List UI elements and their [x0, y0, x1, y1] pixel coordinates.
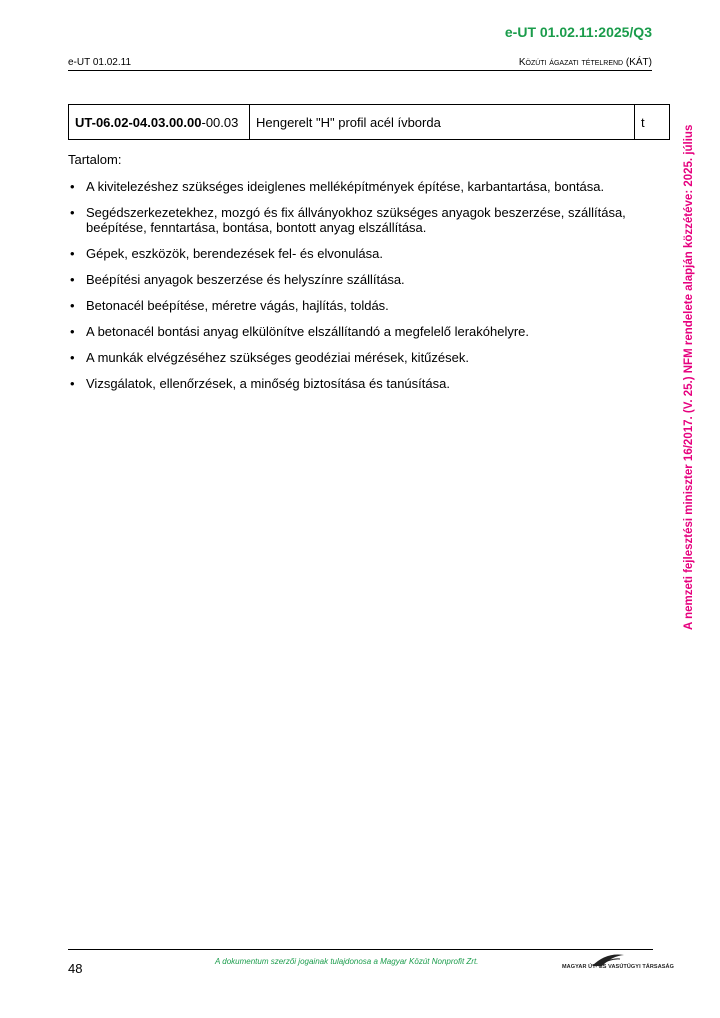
list-item: • A kivitelezéshez szükséges ideiglenes melléképítmények építése, karbantartása, bontása. [68, 179, 658, 194]
header-left: e-UT 01.02.11 [68, 57, 132, 68]
list-item: • Gépek, eszközök, berendezések fel- és elvonulása. [68, 246, 658, 261]
page-number: 48 [68, 961, 83, 976]
publication-side-note: A nemzeti fejlesztési miniszter 16/2017. (V. 25.) NFM rendelete alapján közzétéve: 2025. július [683, 124, 695, 630]
company-logo-text: MAGYAR ÚT- ÉS VASÚTÜGYI TÁRSASÁG [562, 964, 674, 970]
content-section [68, 152, 658, 402]
item-code-suffix: -00.03 [201, 114, 239, 130]
table-row [69, 105, 670, 140]
list-item: • Beépítési anyagok beszerzése és helyszínre szállítása. [68, 272, 658, 287]
item-code-main: UT-06.02-04.03.00.00 [75, 114, 202, 130]
list-item: • Betonacél beépítése, méretre vágás, hajlítás, toldás. [68, 298, 658, 313]
list-item: • A betonacél bontási anyag elkülönítve elszállítandó a megfelelő lerakóhelyre. [68, 324, 658, 339]
item-table [68, 104, 670, 140]
item-description: Hengerelt "H" profil acél ívborda [250, 105, 635, 140]
list-item: • A munkák elvégzéséhez szükséges geodéziai mérések, kitűzések. [68, 350, 658, 365]
item-unit: t [635, 105, 670, 140]
header-right: Közúti ágazati tételrend (KÁT) [518, 57, 652, 68]
content-bullet-list [68, 179, 658, 391]
content-heading: Tartalom: [68, 152, 122, 167]
copyright-notice: A dokumentum szerzői jogainak tulajdonosa a Magyar Közút Nonprofit Zrt. [215, 957, 479, 966]
running-header [68, 57, 652, 71]
list-item: • Segédszerkezetekhez, mozgó és fix állványokhoz szükséges anyagok beszerzése, szállítása, beépítése, fenntartása, bontása, bontott anyag elszállítása. [68, 205, 658, 235]
list-item: • Vizsgálatok, ellenőrzések, a minőség biztosítása és tanúsítása. [68, 376, 658, 391]
item-code-cell [69, 105, 250, 140]
document-code: e-UT 01.02.11:2025/Q3 [504, 24, 652, 40]
